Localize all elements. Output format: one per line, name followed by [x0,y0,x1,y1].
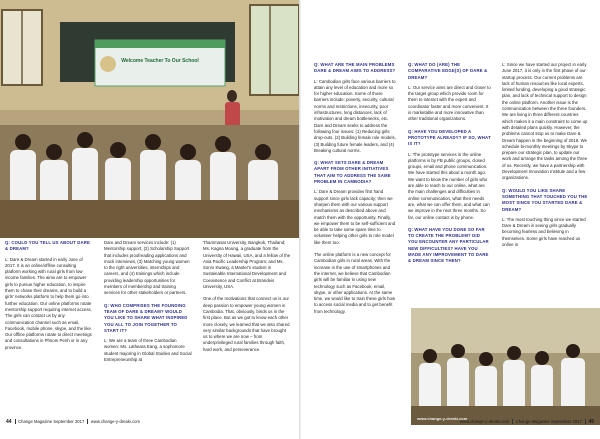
left-column-3 [203,240,291,359]
question: Q: WHO COMPRISES THE FOUNDING TEAM OF DARE & DREAM? WOULD YOU LIKE TO SHARE WHAT INSPIRED YOU ALL TO JOIN TOGETHER TO START IT? [104,302,188,333]
answer: L: Dare & Dream provides first hand support since girls lack capacity; then we sharpen them with our various support mechanisms as described above and match them with the opportunity. Finally, we empower them to be self-sufficient and be able to take some spare time to volunteer helping other girls to role model like them too. [314,189,396,245]
footer-url[interactable]: www.change-y-dreaki.com [460,419,510,424]
answer: L: The prototype services in the online platforms is by FB public groups, closed groups, email and phone communication. We have started this about a month ago. We want to know the number of girls who are able to reach to our online, what are the main challenges and difficulties in online communication, what their needs are, what we can offer them, and what can we improve in the next three months. So far, our online contact is by phone. [408,151,490,220]
banner-text: Welcome Teacher To Our School [121,58,199,64]
magazine-name: Change Magazine September 2017 [515,419,582,424]
right-column-1 [314,62,397,321]
classroom-photo-illustration [0,0,299,238]
question: Q: HAVE YOU DEVELOPED A PROTOTYPE ALREADY? IF SO, WHAT IS IT? [408,128,491,147]
answer: L: The most touching thing since we started Dare & Dream is seeing girls gradually becoming fearless and believing in themselves. Some girls have reached us online in [502,216,586,248]
left-column-1 [5,240,93,357]
right-column-2 [408,62,491,269]
question: Q: WHAT DO (ARE) THE COMPARATIVE EDGE(S) OF DARE & DREAM? [408,62,488,80]
students-photo [411,308,600,425]
magazine-name: Change Magazine September 2017 [18,419,85,424]
answer: L: Since we have started our project in early June 2017, it is only in the first phase of our startup process. Our current problems are lack of human resources like local experts, limited funding, developing a good strategic plan, and lack of technical support to design the online platform. Another issue is the communication between the three founders. We are living in three different countries which makes it a main constraint to come up with detailed plans quickly. However, the problems cannot stop us to make Dare & Dream happen in the beginning of 2018. We schedule bi-monthly meetings by Skype to prepare our strategic plan, to update our work and arrange the tasks among the three of us. Recently, we have a partnership with Development Innovation Institute and a few organizations. [502,62,588,181]
classroom-photo [0,0,299,238]
question: Q: WHAT SETS DARE & DREAM APART FROM OTHER INITIATIVES THAT AIM TO ADDRESS THE SAME PROBLEM IN CAMBODIA? [314,160,391,185]
left-column-2 [104,240,192,369]
answer: Dare and Dream services include: (1) Mentorship support, (2) Scholarship Support that includes proofreading applications and mock interviews, (3) Matching young women to the right universities, internships and careers, and (4) trainings which include providing leadership opportunities for members of membership and training services for other stakeholders or partners. [104,240,190,296]
question: Q: COULD YOU TELL US ABOUT DARE & DREAM? [5,240,91,252]
footer-url[interactable]: www.change-y-dreaki.com [90,419,140,424]
left-footer [6,419,140,425]
question: Q: WOULD YOU LIKE SHARE SOMETHING THAT TOUCHED YOU THE MOST SINCE YOU STARTED DARE & DREAM? [502,187,588,212]
right-footer [460,419,594,425]
page-number: 44 [6,419,12,425]
right-column-3 [502,62,588,254]
answer: Thammasat University, Bangkok, Thailand; Ms. Kagna Moung, a graduate from the University of Hawaii, USA, and a fellow of the Asia Pacific Leadership Program; and Ms. Sorvo Kwang, a Master's student in Sustainable International Development and Coexistence and Conflict at Brandeis University, USA. [203,240,291,290]
answer: L: Our service aims are direct and closer to the target group which provide room for them to interact with the expert and coordinator faster and more convenient. It is marketable and more innovative than other traditional organizations. [408,84,491,122]
answer: L: Cambodian girls face various barriers to attain any level of education and more so for higher education. Some of those barriers include: poverty, security, cultural norms and restrictions, insecurity, poor infrastructures, long distances, lack of motivation and dream bottlenecks, etc. Dare and Dream seeks to address the following four issues: (1) Reducing girls drop-outs, (2) Building female role models, (3) Building future female leaders, and (4) Breaking cultural norms. [314,78,396,153]
question: Q: WHAT HAVE YOU DONE SO FAR TO CREATE THE PROBLEM? DID YOU ENCOUNTER ANY PARTICULAR NEW DIFFICULTIES? HAVE YOU MADE ANY IMPROVEMENT TO DARE & DREAM SINCE THEN? [408,226,489,264]
page-number: 45 [588,419,594,425]
answer: L: We are a team of three Cambodian women: Ms. Latheara Eang, a sophomore student majoring in Global Studies and Social Entrepreneurship at [104,338,192,363]
question: Q: WHAT ARE THE MAIN PROBLEMS DARE & DREAM AIMS TO ADDRESS? [314,62,396,74]
answer: The online platform is a new concept for Cambodian girls in rural areas. With the increase in the use of smartphones and the internet, we believe that Cambodian girls will be familiar in using new technology such as Facebook, email, skype, or other applications. At the same time, we would like to train these girls how to access social media and to get benefit from technology. [314,252,396,314]
answer: One of the motivations that connect us is our deep passion to empower young women in Cambodia. That, obviously, binds us in the first place. But as we got to know each other more closely, we learned that we also shared very similar backgrounds that have brought us to where we are now – from underprivileged rural families through faith, hard work, and perseverance. [203,296,290,352]
photo-watermark: www.change-y-dreaki.com [417,416,468,421]
students-photo-illustration [411,308,600,425]
left-page [0,0,299,439]
right-page [301,0,600,439]
answer: L: Dare & Dream started in early June of 2017. It is an online/offline consulting platform working with rural girls from low income families. The aims are to empower girls to pursue higher education, to inspire them to chase their dreams, and to build a girls' networks platform to help them go into further education. Our online platforms rotate mentorship support requiring internet access. The girls can contact us by any communication channel such as email, Facebook, mobile phone, skype, and the like. Our offline platforms rotate to direct meetings and consultations in Phnom Penh or in any province. [5,256,93,350]
